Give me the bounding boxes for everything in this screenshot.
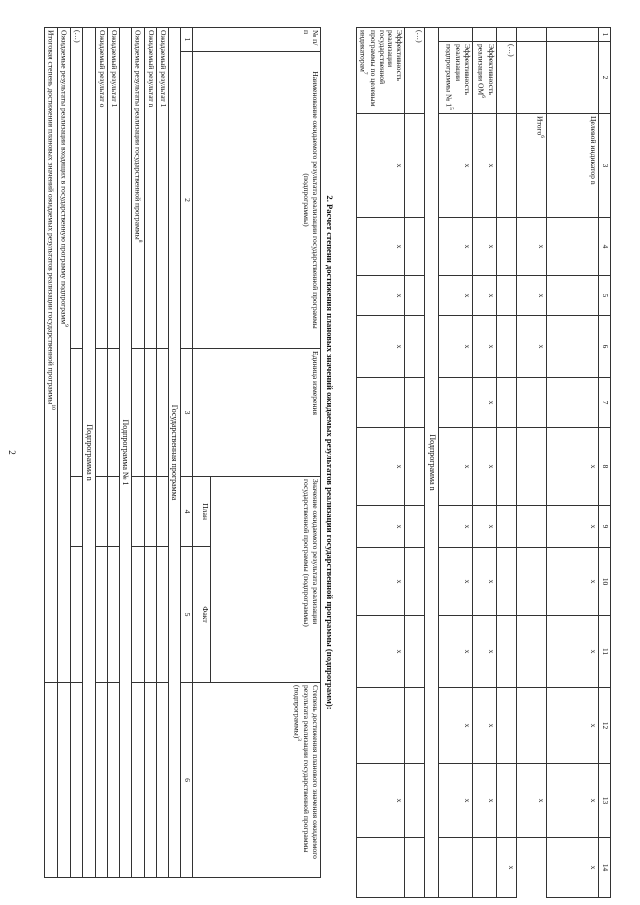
ellipsis-label: (…) — [71, 28, 83, 349]
table-row: Эффективность реализации государственной программы по целевым индикаторам$^7$ x x x x x x x x x — [356, 28, 404, 898]
table-row: Целевой индикатор n x x x x x x x — [547, 28, 599, 898]
table-row — [169, 28, 181, 878]
header-cell: 13 — [599, 764, 611, 838]
table-row: (…) x — [497, 28, 517, 898]
result-n-label: Ожидаемый результат n — [145, 28, 157, 349]
section-2-title: 2. Расчет степени достижения плановых значений ожидаемых результатов реализации государственной программы (подпрограмм): — [325, 195, 335, 710]
table-row — [83, 28, 95, 878]
table-row — [58, 28, 71, 878]
col-unit-header: Единица измерения — [193, 349, 321, 477]
page-number: 2 — [7, 450, 17, 455]
header-cell: 5 — [599, 276, 611, 316]
subprogram-1-label: Подпрограмма № 1 — [119, 28, 131, 878]
col-name-header: Наименование ожидаемого результата реализации государственной программы (подпрограммы) — [193, 52, 321, 349]
result-1-label: Ожидаемый результат 1 — [157, 28, 169, 349]
header-cell: 4 — [599, 218, 611, 276]
subprogram-n-label: Подпрограмма n — [425, 28, 439, 898]
table2-header-row — [211, 28, 321, 878]
header-cell: 11 — [599, 616, 611, 688]
eff-om-label: Эффективность реализации $ОМ^6$ — [473, 42, 497, 114]
results-table — [44, 27, 321, 878]
table-row: Эффективность реализации подпрограммы № $1^5$ x x x x x x x x x x — [439, 28, 473, 898]
header-cell: 12 — [599, 688, 611, 764]
header-cell: 9 — [599, 506, 611, 548]
expected-sub-label: Ожидаемые результаты реализации входящих в государственную программу подпрограмм$^9$ — [58, 28, 71, 683]
col-plan-header: План — [193, 477, 211, 547]
col-fact-header: Факт — [193, 547, 211, 683]
table-row — [405, 28, 425, 898]
table2-number-row: 1 2 3 4 5 6 — [181, 28, 193, 878]
state-program-label: Государственная программа — [169, 28, 181, 878]
table-row — [95, 28, 107, 878]
col-value-header: Значение ожидаемого результата реализации государственной программы (подпрограммы) — [211, 477, 321, 683]
header-cell: 8 — [599, 428, 611, 506]
indicators-table — [356, 27, 611, 898]
table1-header-row — [599, 28, 611, 898]
ellipsis-label: (…) — [497, 42, 517, 114]
header-cell: 14 — [599, 838, 611, 898]
target-indicator-label: Целевой индикатор n — [547, 114, 599, 218]
expected-state-label: Ожидаемые результаты реализации государственной программы$^8$ — [131, 28, 144, 349]
header-cell: 10 — [599, 548, 611, 616]
total-label: Итого$^6$ — [517, 114, 547, 218]
table-row: Эффективность реализации $ОМ^6$ x x x x x x x x x x x — [473, 28, 497, 898]
result-1-label: Ожидаемый результат 1 — [107, 28, 119, 349]
header-cell: 6 — [599, 316, 611, 378]
table-row — [425, 28, 439, 898]
col-degree-header: Степень достижения планового значения ожидаемого результата реализации государственной программы (подпрограммы)$^3$ — [193, 683, 321, 878]
header-cell: 3 — [599, 114, 611, 218]
eff-subprogram-label: Эффективность реализации подпрограммы № $1^5$ — [439, 42, 473, 114]
subprogram-n-label: Подпрограмма n — [83, 28, 95, 878]
header-cell: 7 — [599, 378, 611, 428]
final-degree-label: Итоговая степень достижения плановых значений ожидаемых результатов реализации государственной программы$^{10}$ — [44, 28, 57, 683]
table-row — [107, 28, 119, 878]
header-cell: 1 — [599, 28, 611, 42]
table-row — [157, 28, 169, 878]
col-num-header: № п/п — [193, 28, 321, 52]
table-row: Итого$^6$ x x x x — [517, 28, 547, 898]
table-row — [44, 28, 57, 878]
table-row — [145, 28, 157, 878]
table-row — [119, 28, 131, 878]
header-cell: 2 — [599, 42, 611, 114]
ellipsis-label: (…) — [405, 28, 425, 114]
table-row — [71, 28, 83, 878]
eff-state-label: Эффективность реализации государственной программы по целевым индикаторам$^7$ — [356, 28, 404, 114]
result-o-label: Ожидаемый результат o — [95, 28, 107, 349]
table-row — [131, 28, 144, 878]
